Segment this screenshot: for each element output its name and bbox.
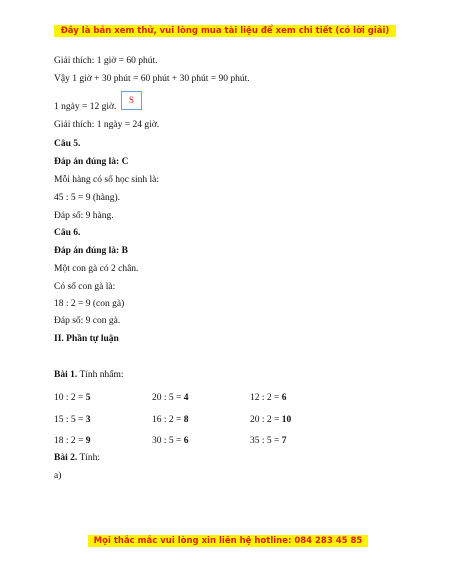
explanation-line: Giải thích: 1 giờ = 60 phút. xyxy=(54,56,158,66)
result-line: Đáp số: 9 hàng. xyxy=(54,211,114,221)
calculation-line: Vậy 1 giờ + 30 phút = 60 phút + 30 phút = 90 phút. xyxy=(54,74,250,84)
hotline-banner: Mọi thắc mắc vui lòng xin liên hệ hotline: 084 283 45 85 xyxy=(88,535,368,547)
explanation-line: Giải thích: 1 ngày = 24 giờ. xyxy=(54,120,160,130)
calc-item: 18 : 2 = 9 xyxy=(54,436,91,446)
answer-heading: Đáp án đúng là: C xyxy=(54,157,129,167)
preview-warning-banner: Đây là bản xem thử, vui lòng mua tài liệu để xem chi tiết (có lời giải) xyxy=(54,25,396,37)
statement-line: 1 ngày = 12 giờ. xyxy=(54,102,117,112)
exercise-instruction: Tính nhẩm: xyxy=(77,370,124,380)
text-line: Có số con gà là: xyxy=(54,282,116,292)
result-line: Đáp số: 9 con gà. xyxy=(54,316,121,326)
calc-item: 16 : 2 = 8 xyxy=(152,415,189,425)
exercise-1-title xyxy=(54,370,124,380)
answer-heading: Đáp án đúng là: B xyxy=(54,246,128,256)
calc-item: 35 : 5 = 7 xyxy=(250,436,287,446)
stamp-badge: S xyxy=(121,91,142,110)
exercise-2-title xyxy=(54,453,100,463)
calc-item: 20 : 2 = 10 xyxy=(250,415,292,425)
text-line: Một con gà có 2 chân. xyxy=(54,264,139,274)
sub-item-label: a) xyxy=(54,471,62,481)
calc-item: 20 : 5 = 4 xyxy=(152,393,189,403)
text-line: Mỗi hàng có số học sinh là: xyxy=(54,175,160,185)
calc-item: 15 : 5 = 3 xyxy=(54,415,91,425)
question-heading: Câu 5. xyxy=(54,139,81,149)
calc-item: 30 : 5 = 6 xyxy=(152,436,189,446)
exercise-instruction: Tính: xyxy=(77,453,101,463)
calculation-line: 45 : 5 = 9 (hàng). xyxy=(54,193,121,203)
calc-item: 12 : 2 = 6 xyxy=(250,393,287,403)
calc-item: 10 : 2 = 5 xyxy=(54,393,91,403)
question-heading: Câu 6. xyxy=(54,228,81,238)
calculation-line: 18 : 2 = 9 (con gà) xyxy=(54,299,125,309)
exercise-label: Bài 1. xyxy=(54,370,78,380)
section-heading: II. Phần tự luận xyxy=(54,334,119,344)
exercise-label: Bài 2. xyxy=(54,453,78,463)
